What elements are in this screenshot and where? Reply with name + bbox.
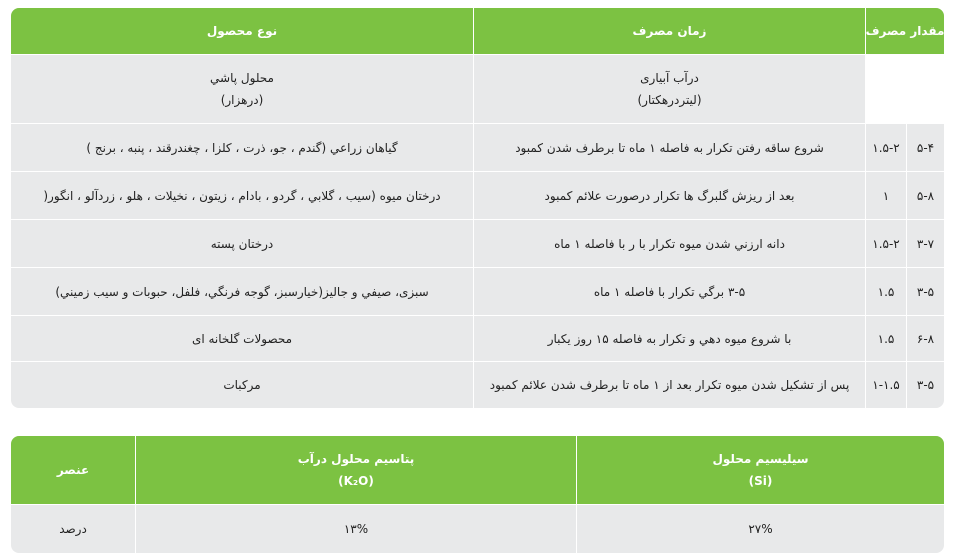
product-cell: گیاهان زراعي (گندم ، جو، ذرت ، کلزا ، چغندرقند ، پنبه ، برنج ) bbox=[86, 140, 398, 155]
product-cell: درختان پسته bbox=[210, 236, 274, 251]
subheader-time bbox=[474, 55, 865, 123]
table-row bbox=[11, 124, 944, 171]
subheader-time-line2: (لیتردرهکتار) bbox=[637, 93, 702, 107]
table-row bbox=[11, 505, 944, 553]
table-row bbox=[11, 172, 944, 219]
amount-col1: ۳-۷ bbox=[916, 236, 935, 251]
column-divider bbox=[473, 8, 474, 408]
row-divider bbox=[11, 219, 944, 220]
potassium-cell: ۱۳% bbox=[343, 522, 369, 536]
table-row bbox=[11, 220, 944, 267]
amount-col1: ۳-۵ bbox=[916, 284, 935, 299]
header-silicon-line1: سیلیسیم محلول bbox=[712, 452, 809, 466]
time-cell: دانه ارزني شدن میوه تکرار با ر با فاصله ۱ ماه bbox=[554, 236, 785, 251]
composition-table bbox=[11, 436, 944, 553]
amount-col1: ۵-۸ bbox=[916, 188, 935, 203]
subheader-product-line2: (درهزار) bbox=[220, 93, 264, 107]
silicon-cell: ۲۷% bbox=[748, 522, 773, 536]
row-divider bbox=[11, 504, 944, 505]
header-element: عنصر bbox=[56, 463, 90, 477]
header-potassium-line1: پتاسیم محلول درآب bbox=[297, 452, 415, 466]
amount-col2: ۱.۵-۲ bbox=[872, 236, 900, 251]
table-header-row bbox=[11, 8, 944, 54]
row-divider bbox=[11, 361, 944, 362]
header-amount: مقدار مصرف bbox=[866, 24, 944, 38]
subheader-product-line1: محلول پاشي bbox=[210, 71, 274, 85]
subheader-time-line1: درآب آبیاری bbox=[640, 71, 699, 85]
column-divider bbox=[865, 8, 866, 408]
amount-subheader-blank bbox=[866, 55, 944, 123]
element-cell: درصد bbox=[59, 522, 87, 536]
amount-col2: ۱-۱.۵ bbox=[872, 378, 900, 392]
amount-col1: ۵-۴ bbox=[916, 140, 935, 155]
table-subheader-row bbox=[11, 55, 944, 123]
amount-col2: ۱.۵-۲ bbox=[872, 140, 900, 155]
row-divider bbox=[11, 267, 944, 268]
header-silicon bbox=[577, 436, 944, 504]
product-cell: مرکبات bbox=[223, 378, 261, 392]
header-silicon-line2: (Si) bbox=[748, 474, 773, 488]
subheader-product bbox=[11, 55, 473, 123]
amount-col2: ۱.۵ bbox=[877, 331, 895, 346]
amount-col2: ۱.۵ bbox=[877, 284, 895, 299]
header-potassium-line2: (K₂O) bbox=[338, 474, 374, 488]
column-divider bbox=[576, 436, 577, 553]
product-cell: درختان میوه (سیب ، گلابي ، گردو ، بادام ، زیتون ، نخیلات ، هلو ، زردآلو ، انگور( bbox=[43, 188, 441, 203]
time-cell: با شروع میوه دهي و تکرار به فاصله ۱۵ روز یکبار bbox=[547, 331, 792, 346]
application-table bbox=[11, 8, 944, 408]
table-row bbox=[11, 268, 944, 315]
product-cell: سبزی، صیفي و جالیز(خیارسبز، گوجه فرنگي، فلفل، حبوبات و سیب زمیني) bbox=[55, 284, 429, 299]
product-cell: محصولات گلخانه ای bbox=[191, 331, 293, 346]
header-potassium bbox=[136, 436, 576, 504]
row-divider bbox=[11, 315, 944, 316]
table-header-row bbox=[11, 436, 944, 504]
time-cell: شروع ساقه رفتن تکرار به فاصله ۱ ماه تا برطرف شدن کمبود bbox=[515, 140, 824, 155]
header-product: نوع محصول bbox=[206, 24, 278, 38]
row-divider bbox=[11, 171, 944, 172]
amount-col2: ۱ bbox=[882, 188, 890, 203]
table-row bbox=[11, 362, 944, 408]
header-time: زمان مصرف bbox=[632, 24, 707, 38]
time-cell: پس از تشکیل شدن میوه تکرار بعد از ۱ ماه تا برطرف شدن علائم کمبود bbox=[489, 378, 850, 392]
amount-col1: ۳-۵ bbox=[916, 378, 935, 392]
column-divider bbox=[135, 436, 136, 553]
row-divider bbox=[11, 54, 944, 55]
time-cell: ۳-۵ برگي تکرار با فاصله ۱ ماه bbox=[593, 284, 746, 299]
amount-col1: ۶-۸ bbox=[916, 331, 935, 346]
column-divider bbox=[906, 124, 907, 408]
time-cell: بعد از ریزش گلبرگ ها تکرار درصورت علائم کمبود bbox=[544, 188, 795, 203]
table-row bbox=[11, 316, 944, 361]
row-divider bbox=[11, 123, 944, 124]
